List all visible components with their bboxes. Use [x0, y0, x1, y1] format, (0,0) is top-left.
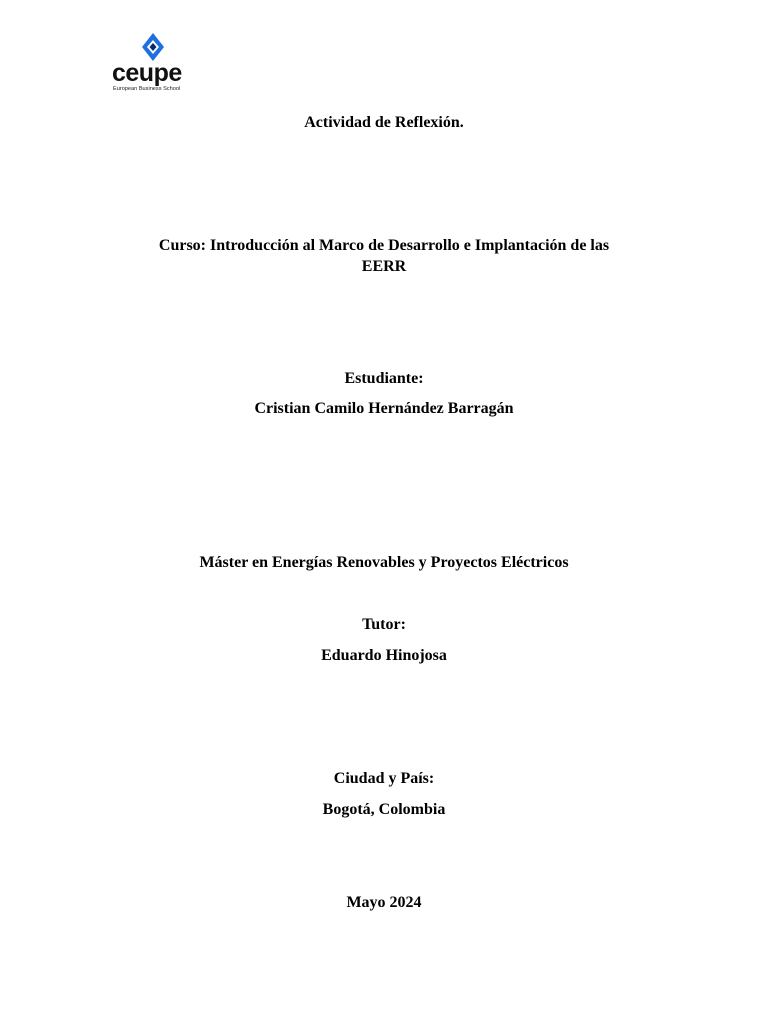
course-line-1: Curso: Introducción al Marco de Desarrollo e Implantación de las	[158, 237, 610, 254]
location-label: Ciudad y País:	[333, 770, 435, 787]
course-line-2: EERR	[361, 258, 407, 275]
ceupe-logo	[110, 32, 200, 96]
document-date: Mayo 2024	[346, 894, 422, 911]
logo-tagline: European Business School	[113, 86, 181, 92]
logo-wordmark: ceupe	[112, 59, 182, 87]
document-title: Actividad de Reflexión.	[304, 114, 464, 131]
location-value: Bogotá, Colombia	[322, 801, 446, 818]
tutor-label: Tutor:	[362, 616, 406, 633]
student-label: Estudiante:	[344, 370, 424, 387]
program-name: Máster en Energías Renovables y Proyectos Eléctricos	[199, 554, 569, 571]
tutor-name: Eduardo Hinojosa	[321, 647, 447, 664]
student-name: Cristian Camilo Hernández Barragán	[254, 400, 514, 417]
